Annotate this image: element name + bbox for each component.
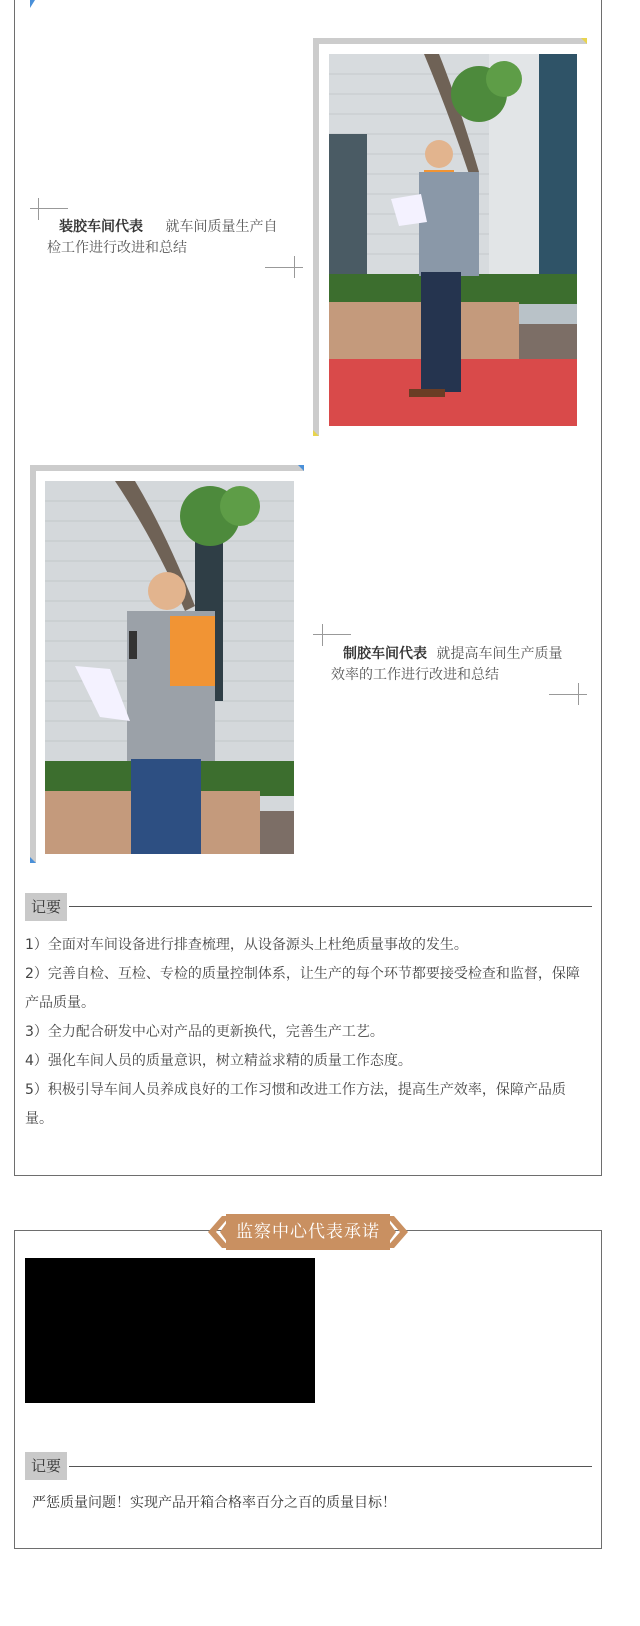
- notes-list: [25, 931, 590, 1134]
- notes-tag: 记要: [25, 893, 67, 921]
- video-player[interactable]: [25, 1258, 315, 1403]
- note-item: 4）强化车间人员的质量意识，树立精益求精的质量工作态度。: [25, 1053, 412, 1069]
- caption-1-text: 就车间质量生产自: [165, 219, 278, 235]
- section-banner: [208, 1214, 408, 1250]
- crosshair-deco: [549, 694, 587, 695]
- caption-1-text-2: 检工作进行改进和总结: [47, 240, 187, 256]
- corner-accent-yellow-bottom: [313, 430, 319, 436]
- crosshair-deco: [265, 267, 303, 268]
- corner-accent-blue: [298, 465, 304, 471]
- crosshair-deco: [578, 683, 579, 705]
- caption-2-title: 制胶车间代表: [343, 646, 427, 662]
- caption-2-text: 就提高车间生产质量: [436, 646, 563, 662]
- note-item: 1）全面对车间设备进行排查梳理，从设备源头上杜绝质量事故的发生。: [25, 937, 468, 953]
- caption-1-title: 装胶车间代表: [59, 219, 143, 235]
- note-item: 3）全力配合研发中心对产品的更新换代，完善生产工艺。: [25, 1024, 384, 1040]
- note-item: 5）积极引导车间人员养成良好的工作习惯和改进工作方法，提高生产效率，保障产品质量。: [25, 1082, 566, 1127]
- crosshair-deco: [322, 624, 323, 646]
- banner-title: 监察中心代表承诺: [226, 1214, 390, 1250]
- corner-accent-top: [30, 0, 35, 8]
- caption-1: [47, 217, 307, 259]
- crosshair-deco: [30, 208, 68, 209]
- crosshair-deco: [313, 634, 351, 635]
- notes-divider: [69, 1466, 592, 1467]
- caption-2: [331, 644, 591, 686]
- corner-accent-yellow: [581, 38, 587, 44]
- corner-accent-blue-bottom: [30, 857, 36, 863]
- notes-divider: [69, 906, 592, 907]
- speaker-photo-1: [329, 54, 577, 426]
- pledge-text: 严惩质量问题！实现产品开箱合格率百分之百的质量目标！: [32, 1495, 396, 1511]
- crosshair-deco: [38, 198, 39, 220]
- notes-tag: 记要: [25, 1452, 67, 1480]
- caption-2-text-2: 效率的工作进行改进和总结: [331, 667, 499, 683]
- speaker-photo-2: [45, 481, 294, 854]
- note-item: 2）完善自检、互检、专检的质量控制体系，让生产的每个环节都要接受检查和监督，保障产品质量。: [25, 966, 580, 1011]
- crosshair-deco: [294, 256, 295, 278]
